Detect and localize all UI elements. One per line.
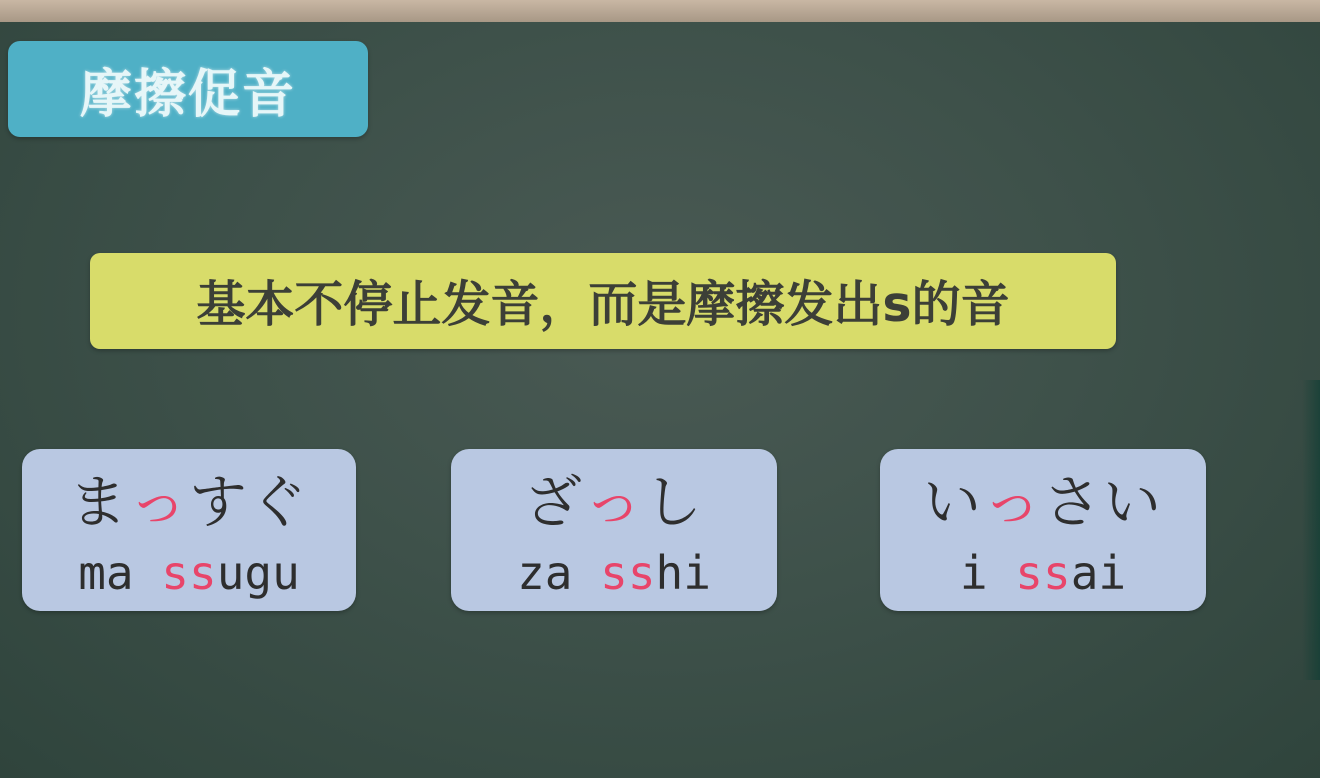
romaji-before: ma bbox=[78, 546, 162, 600]
sokuon-highlight: っ bbox=[128, 468, 189, 536]
example-card-zasshi bbox=[451, 449, 777, 611]
explanation-text: 基本不停止发音，而是摩擦发出s的音 bbox=[196, 276, 1010, 333]
board-frame-right bbox=[1302, 380, 1320, 680]
explanation-banner bbox=[90, 253, 1116, 349]
kana-after: すぐ bbox=[189, 468, 310, 536]
board-frame-top bbox=[0, 0, 1320, 22]
kana-word bbox=[880, 467, 1206, 537]
title-tag bbox=[8, 41, 368, 137]
kana-before: ざ bbox=[523, 468, 584, 536]
kana-after: し bbox=[644, 468, 705, 536]
romaji-before: i bbox=[959, 546, 1016, 600]
example-card-massugu bbox=[22, 449, 356, 611]
romaji-after: ai bbox=[1070, 546, 1127, 600]
kana-after: さい bbox=[1043, 468, 1164, 536]
romaji-after: hi bbox=[655, 546, 711, 600]
sokuon-highlight: っ bbox=[583, 468, 644, 536]
romaji-word bbox=[451, 545, 777, 601]
sokuon-highlight: っ bbox=[982, 468, 1043, 536]
romaji-after: ugu bbox=[216, 546, 300, 600]
example-card-issai bbox=[880, 449, 1206, 611]
slide-title: 摩擦促音 bbox=[79, 64, 296, 125]
kana-word bbox=[451, 467, 777, 537]
romaji-word bbox=[880, 545, 1206, 601]
kana-before: い bbox=[922, 468, 983, 536]
romaji-word bbox=[22, 545, 356, 601]
romaji-before: za bbox=[517, 546, 601, 600]
kana-before: ま bbox=[68, 468, 129, 536]
romaji-highlight: ss bbox=[600, 546, 656, 600]
romaji-highlight: ss bbox=[1015, 546, 1071, 600]
kana-word bbox=[22, 467, 356, 537]
romaji-highlight: ss bbox=[161, 546, 217, 600]
